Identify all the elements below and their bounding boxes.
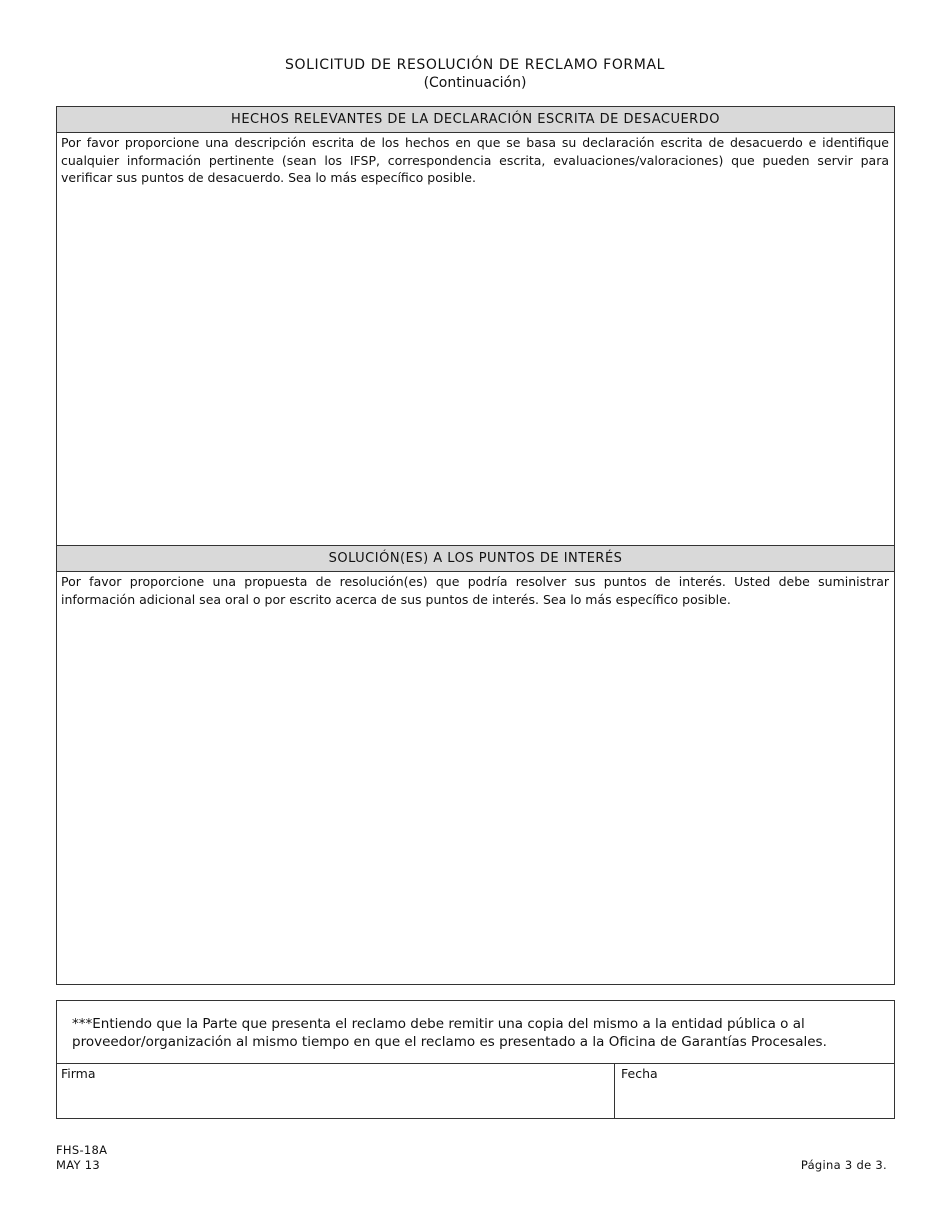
date-label: Fecha (621, 1066, 658, 1081)
form-subtitle: (Continuación) (423, 75, 527, 91)
signature-row (57, 1063, 894, 1119)
signature-field[interactable] (57, 1064, 615, 1119)
form-date: MAY 13 (56, 1158, 101, 1172)
form-code: FHS-18A (56, 1143, 108, 1157)
section-relevant-facts-instructions: Por favor proporcione una descripción escrita de los hechos en que se basa su declaración escrita de desacuerdo e identifique cualquier información pertinente (sean los IFSP, correspondencia escrita, evaluaciones/valoraciones) que pueden servir para verificar sus puntos de desacuerdo. Sea lo más específico posible. (61, 135, 889, 185)
form-title-block (0, 56, 950, 92)
signature-label: Firma (61, 1066, 96, 1081)
section-solutions-heading: SOLUCIÓN(ES) A LOS PUNTOS DE INTERÉS (57, 546, 894, 572)
form-title: SOLICITUD DE RESOLUCIÓN DE RECLAMO FORMAL (284, 57, 666, 73)
declaration-box (56, 1000, 895, 1119)
section-solutions[interactable] (56, 545, 895, 985)
section-relevant-facts-heading: HECHOS RELEVANTES DE LA DECLARACIÓN ESCRITA DE DESACUERDO (57, 107, 894, 133)
section-relevant-facts[interactable] (56, 106, 895, 546)
declaration-text: ***Entiendo que la Parte que presenta el reclamo debe remitir una copia del mismo a la entidad pública o al proveedor/organización al mismo tiempo en que el reclamo es presentado a la Oficina de Garantías Procesales. (72, 1016, 827, 1050)
page-number: Página 3 de 3. (800, 1158, 887, 1172)
section-solutions-instructions: Por favor proporcione una propuesta de resolución(es) que podría resolver sus puntos de interés. Usted debe suministrar información adicional sea oral o por escrito acerca de sus puntos de interés. Sea lo más específico posible. (61, 574, 889, 607)
date-field[interactable] (615, 1064, 894, 1119)
footer-form-info (56, 1143, 107, 1173)
